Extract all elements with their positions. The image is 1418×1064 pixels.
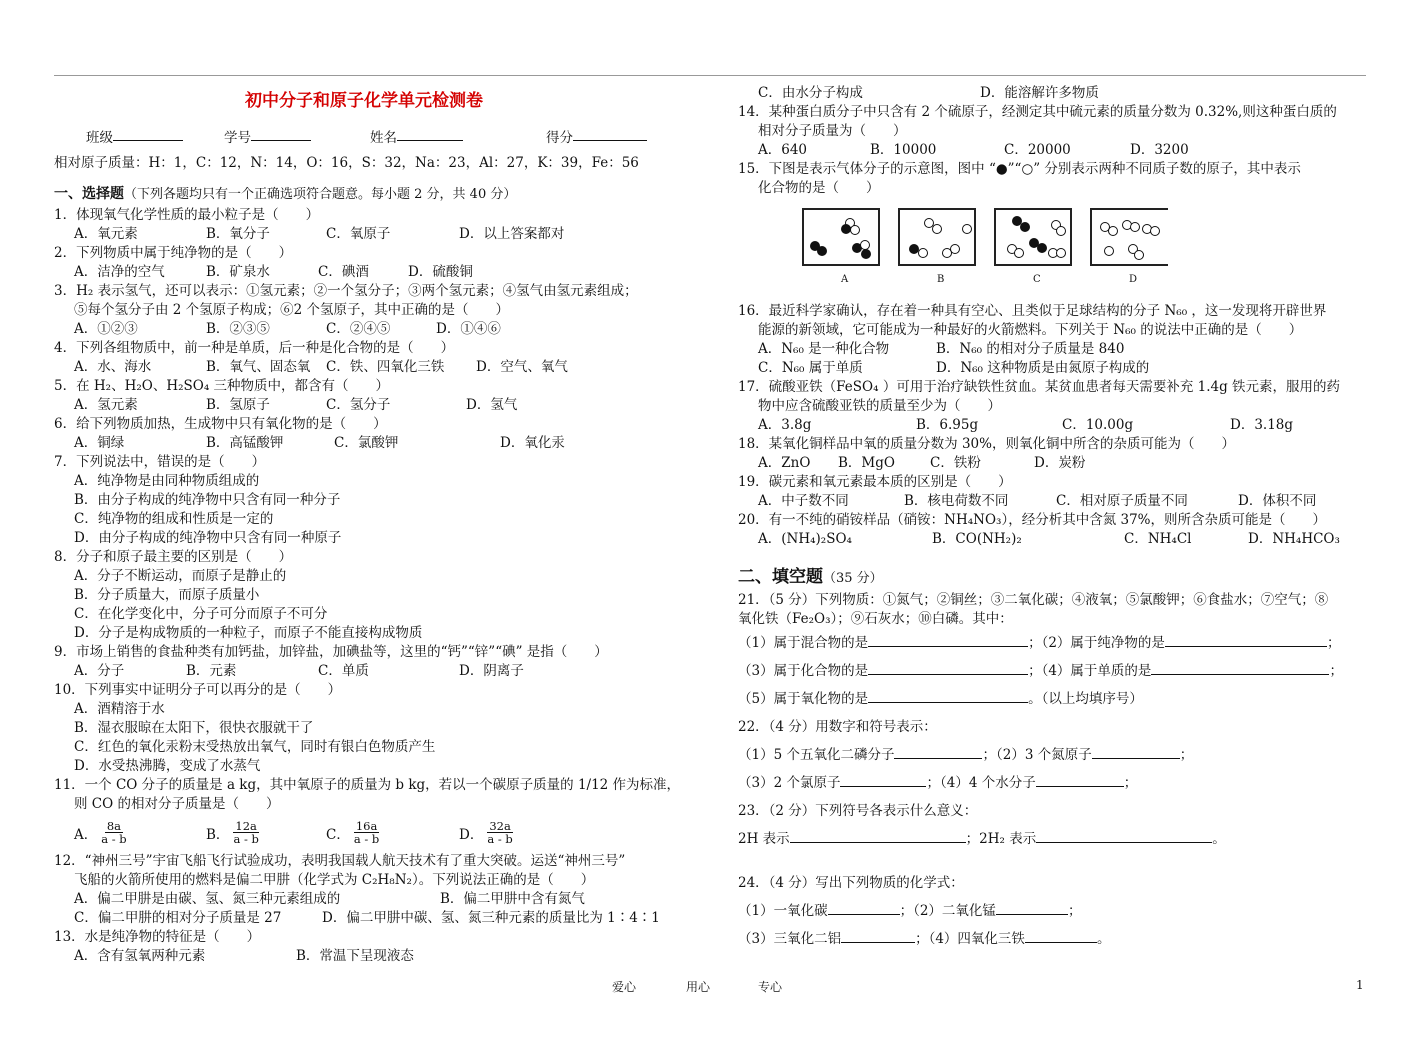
q11-fraction-a: $\frac{8a}{a - b}$	[101, 819, 127, 846]
q20-option-b[interactable]: B．CO(NH₂)₂	[932, 531, 1022, 547]
q20-option-a[interactable]: A．(NH₄)₂SO₄	[758, 531, 852, 547]
q17-option-a[interactable]: A．3.8g	[758, 417, 812, 433]
q13-option-d[interactable]: D．能溶解许多物质	[980, 85, 1099, 101]
q6-option-d[interactable]: D．氧化汞	[500, 435, 565, 451]
q13-options-cd	[738, 84, 1368, 103]
top-rule	[54, 75, 1366, 76]
atomic-mass-line: 相对原子质量：H：1，C：12，N：14，O：16，S：32，Na：23，Al：27，K：39，Fe：56	[54, 155, 639, 171]
q17-options	[738, 416, 1368, 435]
q1-options	[54, 225, 694, 244]
left-column	[54, 84, 694, 966]
q3-stem-cont: ⑤每个氢分子由 2 个氢原子构成；⑥2 个氢原子，其中正确的是（ ）	[74, 302, 510, 318]
q5-option-c[interactable]: C．氢分子	[326, 397, 391, 413]
q11-stem: 11．一个 CO 分子的质量是 a kg，其中氧原子的质量为 b kg，若以一个碳原子质量的 1/12 作为标准，	[54, 777, 681, 793]
q12-options-ab	[54, 890, 694, 909]
class-field[interactable]	[113, 126, 183, 141]
q5-option-a[interactable]: A．氢元素	[74, 397, 138, 413]
q19-stem: 19．碳元素和氧元素最本质的区别是（ ）	[738, 474, 1012, 490]
q5-option-b[interactable]: B．氢原子	[206, 397, 270, 413]
q9-option-b[interactable]: B．元素	[186, 663, 237, 679]
q9-option-a[interactable]: A．分子	[74, 663, 125, 679]
class-label: 班级	[86, 126, 113, 150]
q21-blank-4[interactable]	[1151, 660, 1329, 675]
q20-option-c[interactable]: C．NH₄Cl	[1124, 531, 1192, 547]
q18-option-a[interactable]: A．ZnO	[758, 455, 811, 471]
q5-stem: 5．在 H₂、H₂O、H₂SO₄ 三种物质中，都含有（ ）	[54, 378, 390, 394]
section1-heading: 一、选择题（下列各题均只有一个正确选项符合题意。每小题 2 分，共 40 分）	[54, 186, 517, 202]
q24-blank-1[interactable]	[828, 900, 900, 915]
q18-option-d[interactable]: D．炭粉	[1034, 455, 1086, 471]
q13-option-b[interactable]: B．常温下呈现液态	[296, 948, 414, 964]
q5-option-d[interactable]: D．氢气	[466, 397, 518, 413]
q16-option-b[interactable]: B．N₆₀ 的相对分子质量是 840	[936, 341, 1125, 357]
score-field[interactable]	[573, 126, 647, 141]
q9-options	[54, 662, 694, 681]
figure-c-label: C	[1033, 274, 1041, 285]
q6-options	[54, 434, 694, 453]
q21-stem-cont: 氧化铁（Fe₂O₃）；⑨石灰水；⑩白磷。其中：	[738, 611, 1013, 627]
q1-option-b[interactable]: B．氧分子	[206, 226, 270, 242]
q20-stem: 20．有一不纯的硝铵样品（硝铵：NH₄NO₃），经分析其中含氮 37%，则所含杂质可能是（ ）	[738, 512, 1327, 528]
q21-blank-2[interactable]	[1165, 632, 1327, 647]
q4-option-a[interactable]: A．水、海水	[74, 359, 152, 375]
q2-option-b[interactable]: B．矿泉水	[206, 264, 270, 280]
q1-option-a[interactable]: A．氧元素	[74, 226, 138, 242]
q7-option-a[interactable]: A．纯净物是由同种物质组成的	[74, 473, 260, 489]
page-footer	[0, 978, 1418, 998]
q4-options	[54, 358, 694, 377]
q12-option-c[interactable]: C．偏二甲肼的相对分子质量是 27	[74, 910, 282, 926]
q21-row2: （3）属于化合物的是 ；（4）属于单质的是 ；	[738, 657, 1368, 685]
q22-blank-1[interactable]	[894, 744, 982, 759]
q23-row1: 2H 表示 ；2H₂ 表示 。	[738, 825, 1368, 853]
q6-option-c[interactable]: C．氯酸钾	[334, 435, 399, 451]
q8-option-b[interactable]: B．分子质量大，而原子质量小	[74, 587, 260, 603]
q24-blank-3[interactable]	[841, 928, 915, 943]
q8-option-a[interactable]: A．分子不断运动，而原子是静止的	[74, 568, 287, 584]
q16-options-cd	[738, 359, 1368, 378]
q12-option-b[interactable]: B．偏二甲肼中含有氮气	[440, 891, 585, 907]
number-field[interactable]	[251, 126, 311, 141]
q3-option-b[interactable]: B．②③⑤	[206, 321, 270, 337]
q22-blank-4[interactable]	[1036, 772, 1124, 787]
q9-stem: 9．市场上销售的食盐种类有加钙盐，加锌盐，加碘盐等，这里的“钙”“锌”“碘” 是指（ ）	[54, 644, 608, 660]
q4-stem: 4．下列各组物质中，前一种是单质，后一种是化合物的是（ ）	[54, 340, 455, 356]
q19-option-b[interactable]: B．核电荷数不同	[904, 493, 1009, 509]
figure-d-label: D	[1129, 274, 1138, 285]
q19-option-c[interactable]: C．相对原子质量不同	[1056, 493, 1188, 509]
q2-option-a[interactable]: A．洁净的空气	[74, 264, 165, 280]
q11-fraction-b: $\frac{12a}{a - b}$	[233, 819, 259, 846]
q3-stem: 3．H₂ 表示氢气，还可以表示：①氢元素；②一个氢分子；③两个氢元素；④氢气由氢元素组成；	[54, 283, 638, 299]
q12-option-a[interactable]: A．偏二甲肼是由碳、氢、氮三种元素组成的	[74, 891, 341, 907]
q23-blank-2[interactable]	[1036, 828, 1212, 843]
section2-heading: 二、填空题（35 分）	[738, 567, 883, 587]
student-info-row	[54, 126, 694, 150]
q11-option-c[interactable]: C． $\frac{16a}{a - b}$	[326, 819, 380, 846]
q7-option-c[interactable]: C．纯净物的组成和性质是一定的	[74, 511, 274, 527]
figure-b-box[interactable]	[898, 208, 976, 266]
q16-stem: 16．最近科学家确认，存在着一种具有空心、且类似于足球结构的分子 N₆₀ ，这一发现将开辟世界	[738, 303, 1327, 319]
footer-motto-1: 爱心	[612, 980, 637, 994]
q2-option-c[interactable]: C．碘酒	[318, 264, 369, 280]
q3-option-a[interactable]: A．①②③	[74, 321, 138, 337]
q14-option-d[interactable]: D．3200	[1130, 142, 1189, 158]
q1-option-c[interactable]: C．氧原子	[326, 226, 391, 242]
q6-option-a[interactable]: A．铜绿	[74, 435, 125, 451]
q22-blank-3[interactable]	[840, 772, 926, 787]
figure-d-box[interactable]	[1090, 208, 1168, 266]
q14-option-b[interactable]: B．10000	[870, 142, 937, 158]
q14-options	[738, 141, 1368, 160]
q9-option-d[interactable]: D．阴离子	[459, 663, 524, 679]
q21-stem: 21．（5 分）下列物质：①氮气；②铜丝；③二氧化碳；④液氧；⑤氯酸钾；⑥食盐水；⑦空气；⑧	[738, 592, 1329, 608]
footer-motto-2: 用心	[686, 980, 711, 994]
q3-option-d[interactable]: D．①④⑥	[436, 321, 501, 337]
q21-blank-5[interactable]	[868, 688, 1028, 703]
q3-options	[54, 320, 694, 339]
q11-fraction-c: $\frac{16a}{a - b}$	[353, 819, 380, 846]
q17-stem: 17．硫酸亚铁（FeSO₄ ）可用于治疗缺铁性贫血。某贫血患者每天需要补充 1.4g 铁元素，服用的药	[738, 379, 1341, 395]
q21-row1: （1）属于混合物的是 ；（2）属于纯净物的是 ；	[738, 629, 1368, 657]
q21-blank-1[interactable]	[868, 632, 1028, 647]
q18-options	[738, 454, 1368, 473]
q4-option-d[interactable]: D．空气、氧气	[476, 359, 568, 375]
q11-option-a[interactable]: A． $\frac{8a}{a - b}$	[74, 819, 127, 846]
q14-stem: 14．某种蛋白质分子中只含有 2 个硫原子，经测定其中硫元素的质量分数为 0.32%,则这种蛋白质的	[738, 104, 1337, 120]
q22-row1: （1）5 个五氧化二磷分子 ；（2）3 个氮原子 ；	[738, 741, 1368, 769]
q11-stem-cont: 则 CO 的相对分子质量是（ ）	[74, 796, 280, 812]
q19-option-d[interactable]: D．体积不同	[1238, 493, 1317, 509]
score-label: 得分	[546, 126, 573, 150]
q21-row3: （5）属于氧化物的是 。（以上均填序号）	[738, 685, 1368, 713]
q13-stem: 13．水是纯净物的特征是（ ）	[54, 929, 261, 945]
q11-fraction-d: $\frac{32a}{a - b}$	[487, 819, 513, 846]
q6-option-b[interactable]: B．高锰酸钾	[206, 435, 284, 451]
q2-stem: 2．下列物质中属于纯净物的是（ ）	[54, 245, 293, 261]
q12-stem: 12．“神州三号”宇宙飞船飞行试验成功，表明我国载人航天技术有了重大突破。运送“神州三号”	[54, 853, 626, 869]
q8-option-c[interactable]: C．在化学变化中，分子可分而原子不可分	[74, 606, 328, 622]
q1-option-d[interactable]: D．以上答案都对	[459, 226, 565, 242]
q18-option-c[interactable]: C．铁粉	[930, 455, 981, 471]
q10-option-d[interactable]: D．水受热沸腾，变成了水蒸气	[74, 758, 261, 774]
q9-option-c[interactable]: C．单质	[318, 663, 369, 679]
q20-options	[738, 530, 1368, 549]
q2-option-d[interactable]: D．硫酸铜	[408, 264, 473, 280]
q5-options	[54, 396, 694, 415]
q17-option-b[interactable]: B．6.95g	[916, 417, 979, 433]
q21-blank-3[interactable]	[868, 660, 1028, 675]
q24-row1: （1）一氧化碳 ；（2）二氧化锰 ；	[738, 897, 1368, 925]
q14-option-c[interactable]: C．20000	[1004, 142, 1071, 158]
q16-option-c[interactable]: C．N₆₀ 属于单质	[758, 360, 863, 376]
q23-blank-1[interactable]	[790, 828, 966, 843]
q13-option-a[interactable]: A．含有氢氧两种元素	[74, 948, 206, 964]
q1-stem: 1．体现氧气化学性质的最小粒子是（ ）	[54, 207, 320, 223]
q23-stem: 23．（2 分）下列符号各表示什么意义：	[738, 803, 978, 819]
q8-stem: 8．分子和原子最主要的区别是（ ）	[54, 549, 293, 565]
q11-option-d[interactable]: D． $\frac{32a}{a - b}$	[459, 819, 513, 846]
figure-b-label: B	[937, 274, 945, 285]
q19-options	[738, 492, 1368, 511]
q20-option-d[interactable]: D．NH₄HCO₃	[1248, 531, 1340, 547]
q13-option-c[interactable]: C．由水分子构成	[758, 85, 863, 101]
q19-option-a[interactable]: A．中子数不同	[758, 493, 849, 509]
page-number: 1	[1356, 978, 1364, 992]
q4-option-c[interactable]: C．铁、四氧化三铁	[326, 359, 445, 375]
q6-stem: 6．给下列物质加热，生成物中只有氧化物的是（ ）	[54, 416, 387, 432]
name-field[interactable]	[397, 126, 463, 141]
q12-option-d[interactable]: D．偏二甲肼中碳、氢、氮三种元素的质量比为 1∶4∶1	[322, 910, 660, 926]
q4-option-b[interactable]: B．氧气、固态氧	[206, 359, 311, 375]
q7-option-b[interactable]: B．由分子构成的纯净物中只含有同一种分子	[74, 492, 341, 508]
q10-option-b[interactable]: B．湿衣服晾在太阳下，很快衣服就干了	[74, 720, 314, 736]
q16-option-d[interactable]: D．N₆₀ 这种物质是由氮原子构成的	[936, 360, 1150, 376]
q3-option-c[interactable]: C．②④⑤	[326, 321, 391, 337]
q2-options	[54, 263, 694, 282]
q10-option-a[interactable]: A．酒精溶于水	[74, 701, 165, 717]
footer-motto-3: 专心	[758, 980, 783, 994]
q24-blank-2[interactable]	[996, 900, 1068, 915]
q16-stem-cont: 能源的新领域，它可能成为一种最好的火箭燃料。下列关于 N₆₀ 的说法中正确的是（ ）	[758, 322, 1303, 338]
q7-stem: 7．下列说法中，错误的是（ ）	[54, 454, 266, 470]
right-column	[738, 84, 1368, 953]
q10-stem: 10．下列事实中证明分子可以再分的是（ ）	[54, 682, 342, 698]
q22-stem: 22．（4 分）用数字和符号表示：	[738, 719, 937, 735]
q11-options	[54, 814, 694, 852]
page-title: 初中分子和原子化学单元检测卷	[245, 91, 483, 111]
q24-blank-4[interactable]	[1025, 928, 1097, 943]
q24-stem: 24．（4 分）写出下列物质的化学式：	[738, 875, 964, 891]
q13-options-ab	[54, 947, 694, 966]
q10-option-c[interactable]: C．红色的氧化汞粉末受热放出氧气，同时有银白色物质产生	[74, 739, 436, 755]
q15-stem: 15．下图是表示气体分子的示意图，图中 “●”“○” 分别表示两种不同质子数的原子，其中表示	[738, 161, 1301, 177]
q22-row2: （3）2 个氯原子 ；（4）4 个水分子 ；	[738, 769, 1368, 797]
q17-option-c[interactable]: C．10.00g	[1062, 417, 1134, 433]
figure-a-label: A	[841, 274, 849, 285]
q16-options-ab	[738, 340, 1368, 359]
figure-c-box[interactable]	[994, 208, 1072, 266]
q12-options-cd	[54, 909, 694, 928]
number-label: 学号	[224, 126, 251, 150]
q18-stem: 18．某氧化铜样品中氧的质量分数为 30%，则氧化铜中所含的杂质可能为（ ）	[738, 436, 1235, 452]
q12-stem-cont: 飞船的火箭所使用的燃料是偏二甲肼（化学式为 C₂H₈N₂）。下列说法正确的是（ ）	[74, 872, 595, 888]
q7-option-d[interactable]: D．由分子构成的纯净物中只含有同一种原子	[74, 530, 342, 546]
q8-option-d[interactable]: D．分子是构成物质的一种粒子，而原子不能直接构成物质	[74, 625, 423, 641]
name-label: 姓名	[370, 126, 397, 150]
q17-stem-cont: 物中应含硫酸亚铁的质量至少为（ ）	[758, 398, 1001, 414]
q15-molecule-figures	[738, 208, 1368, 302]
q16-option-a[interactable]: A．N₆₀ 是一种化合物	[758, 341, 890, 357]
q11-option-b[interactable]: B． $\frac{12a}{a - b}$	[206, 819, 259, 846]
q17-option-d[interactable]: D．3.18g	[1230, 417, 1294, 433]
q14-stem-cont: 相对分子质量为（ ）	[758, 123, 907, 139]
q14-option-a[interactable]: A．640	[758, 142, 808, 158]
q22-blank-2[interactable]	[1092, 744, 1180, 759]
q18-option-b[interactable]: B．MgO	[838, 455, 895, 471]
q15-stem-cont: 化合物的是（ ）	[758, 180, 880, 196]
q24-row2: （3）三氧化二铝 ；（4）四氧化三铁 。	[738, 925, 1368, 953]
figure-a-box[interactable]	[802, 208, 880, 266]
